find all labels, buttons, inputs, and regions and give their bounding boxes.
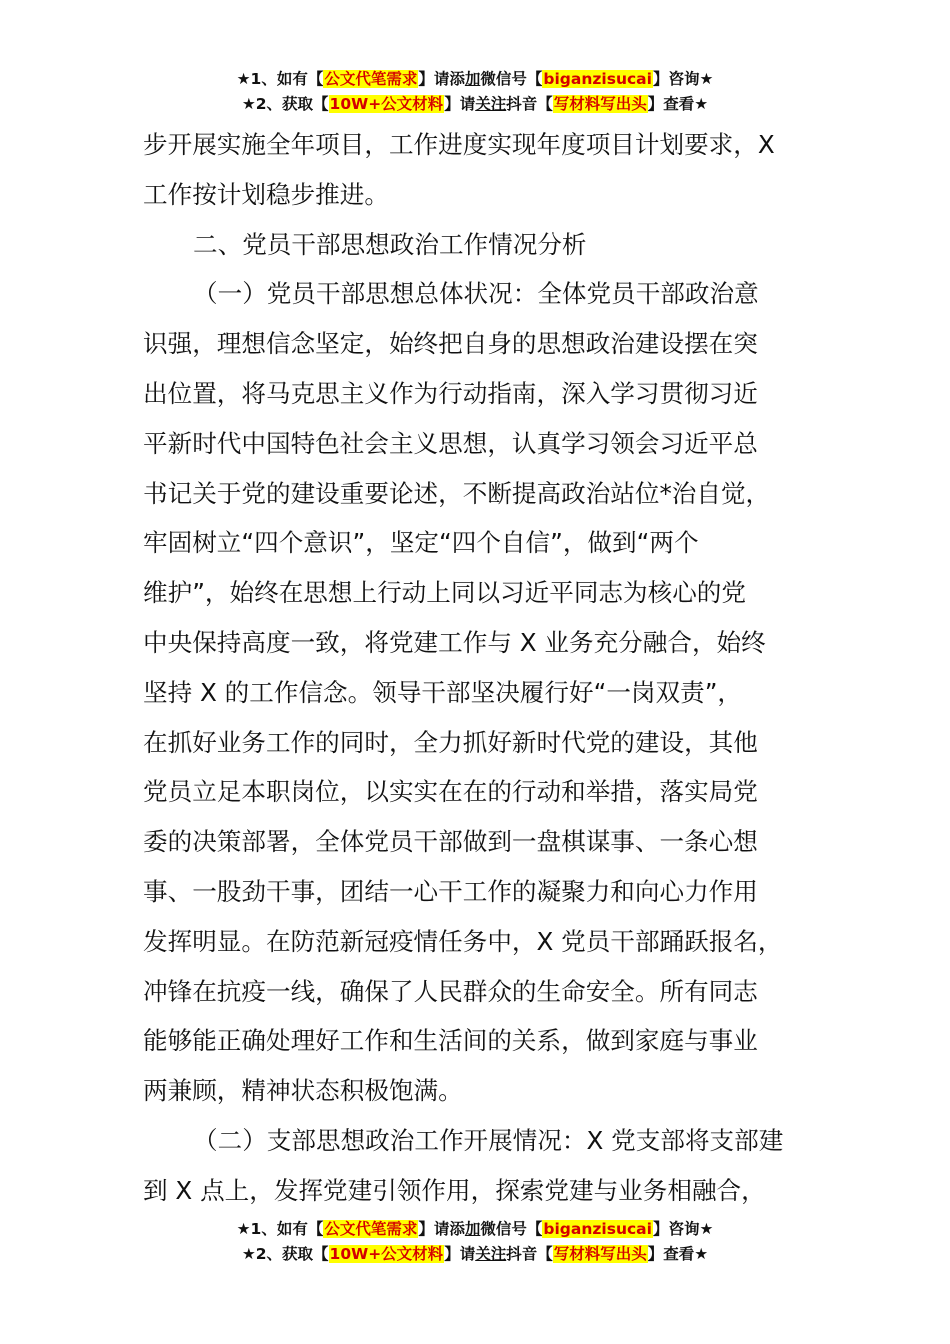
highlight-wechat-id: biganzisucai bbox=[543, 70, 652, 88]
body-line: 到 X 点上，发挥党建引领作用，探索党建与业务相融合， bbox=[143, 1175, 766, 1205]
body-line: 维护”，始终在思想上行动上同以习近平同志为核心的党 bbox=[143, 578, 746, 608]
highlight-ghostwriting: 公文代笔需求 bbox=[324, 1220, 418, 1238]
highlight-douyin-account: 写材料写出头 bbox=[553, 1245, 647, 1263]
body-line: 党员立足本职岗位，以实实在在的行动和举措，落实局党 bbox=[143, 777, 758, 807]
body-line: 坚持 X 的工作信念。领导干部坚决履行好“一岗双责”， bbox=[143, 677, 743, 707]
body-line: 工作按计划稳步推进。 bbox=[143, 179, 389, 209]
promo-line-2: ★2、获取【10W+公文材料】请关注抖音【写材料写出头】查看★ bbox=[241, 1245, 709, 1263]
body-line: 识强，理想信念坚定，始终把自身的思想政治建设摆在突 bbox=[143, 329, 758, 359]
promo-line-1: ★1、如有【公文代笔需求】请添加微信号【biganzisucai】咨询★ bbox=[236, 70, 714, 88]
body-line: 冲锋在抗疫一线，确保了人民群众的生命安全。所有同志 bbox=[143, 976, 758, 1006]
body-line: 牢固树立“四个意识”，坚定“四个自信”，做到“两个 bbox=[143, 528, 699, 558]
highlight-ghostwriting: 公文代笔需求 bbox=[324, 70, 418, 88]
section-heading: 二、党员干部思想政治工作情况分析 bbox=[193, 229, 587, 259]
body-line: 委的决策部署，全体党员干部做到一盘棋谋事、一条心想 bbox=[143, 827, 758, 857]
body-line: 中央保持高度一致，将党建工作与 X 业务充分融合，始终 bbox=[143, 627, 766, 657]
promo-line-1: ★1、如有【公文代笔需求】请添加微信号【biganzisucai】咨询★ bbox=[236, 1220, 714, 1238]
body-line: 事、一股劲干事，团结一心干工作的凝聚力和向心力作用 bbox=[143, 876, 758, 906]
promo-line-2: ★2、获取【10W+公文材料】请关注抖音【写材料写出头】查看★ bbox=[241, 95, 709, 113]
body-line: 步开展实施全年项目，工作进度实现年度项目计划要求，X bbox=[143, 130, 775, 159]
body-line: 能够能正确处理好工作和生活间的关系，做到家庭与事业 bbox=[143, 1026, 758, 1056]
highlight-douyin-account: 写材料写出头 bbox=[553, 95, 647, 113]
body-line: 出位置，将马克思主义作为行动指南，深入学习贯彻习近 bbox=[143, 378, 758, 408]
header-promo-banner bbox=[0, 67, 950, 117]
subsection-heading: （一）党员干部思想总体状况：全体党员干部政治意 bbox=[193, 279, 759, 309]
body-line: 两兼顾，精神状态积极饱满。 bbox=[143, 1076, 463, 1106]
document-body bbox=[143, 120, 813, 1216]
highlight-wechat-id: biganzisucai bbox=[543, 1220, 652, 1238]
highlight-materials: 10W+公文材料 bbox=[329, 1245, 444, 1263]
body-line: 平新时代中国特色社会主义思想，认真学习领会习近平总 bbox=[143, 428, 758, 458]
body-line: 在抓好业务工作的同时，全力抓好新时代党的建设，其他 bbox=[143, 727, 758, 757]
body-line: 发挥明显。在防范新冠疫情任务中，X 党员干部踊跃报名， bbox=[143, 926, 783, 956]
body-line: 书记关于党的建设重要论述，不断提高政治站位*治自觉， bbox=[143, 478, 771, 508]
subsection-heading: （二）支部思想政治工作开展情况：X 党支部将支部建 bbox=[193, 1125, 784, 1155]
footer-promo-banner bbox=[0, 1217, 950, 1267]
highlight-materials: 10W+公文材料 bbox=[329, 95, 444, 113]
